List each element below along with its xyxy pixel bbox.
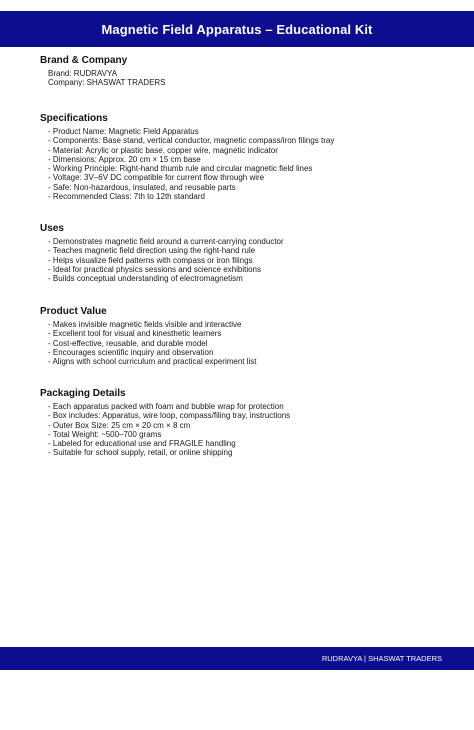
section-packaging: [40, 388, 460, 458]
list-item: - Product Name: Magnetic Field Apparatus: [48, 127, 199, 136]
list-item: - Components: Base stand, vertical conductor, magnetic compass/iron filings tray: [48, 136, 335, 146]
list-item: - Box includes: Apparatus, wire loop, compass/filing tray, instructions: [48, 411, 291, 421]
list-item: - Dimensions: Approx. 20 cm × 15 cm base: [48, 154, 201, 164]
section-title-specifications: Specifications: [40, 113, 108, 124]
list-item: - Encourages scientific inquiry and observation: [48, 347, 214, 357]
section-title-brand: Brand & Company: [40, 55, 128, 66]
list-item: - Outer Box Size: 25 cm × 20 cm × 8 cm: [48, 420, 191, 430]
section-title-packaging: Packaging Details: [40, 388, 126, 399]
section-specifications: [40, 113, 460, 223]
brand-lines: [48, 69, 460, 88]
list-item: - Teaches magnetic field direction using the right-hand rule: [48, 246, 256, 256]
footer-band: [0, 647, 474, 670]
list-item: - Helps visualize field patterns with compass or iron filings: [48, 255, 253, 265]
list-item: - Excellent tool for visual and kinesthetic learners: [48, 329, 222, 339]
list-item: - Each apparatus packed with foam and bubble wrap for protection: [48, 402, 284, 411]
list-item: - Makes invisible magnetic fields visible and interactive: [48, 320, 242, 329]
list-item: - Material: Acrylic or plastic base, copper wire, magnetic indicator: [48, 145, 278, 155]
list-item: - Builds conceptual understanding of electromagnetism: [48, 274, 243, 284]
list-item: - Aligns with school curriculum and practical experiment list: [48, 357, 257, 367]
specifications-list: [48, 127, 460, 201]
footer-text: RUDRAVYA | SHASWAT TRADERS: [321, 654, 442, 663]
header-band: [0, 11, 474, 47]
section-title-product-value: Product Value: [40, 306, 107, 317]
company-line: Company: SHASWAT TRADERS: [48, 78, 166, 88]
document-body: [40, 55, 460, 458]
list-item: - Suitable for school supply, retail, or online shipping: [48, 448, 233, 458]
packaging-list: [48, 402, 460, 458]
page-title: Magnetic Field Apparatus – Educational Kit: [101, 21, 373, 37]
section-title-uses: Uses: [40, 223, 64, 234]
list-item: - Safe: Non-hazardous, insulated, and reusable parts: [48, 182, 236, 192]
product-value-list: [48, 320, 460, 366]
list-item: - Working Principle: Right-hand thumb rule and circular magnetic field lines: [48, 164, 313, 174]
section-uses: [40, 223, 460, 306]
list-item: - Demonstrates magnetic field around a current-carrying conductor: [48, 237, 284, 246]
uses-list: [48, 237, 460, 283]
list-item: - Voltage: 3V–6V DC compatible for current flow through wire: [48, 173, 265, 183]
brand-line: Brand: RUDRAVYA: [48, 69, 118, 78]
list-item: - Labeled for educational use and FRAGILE handling: [48, 439, 236, 449]
section-brand: [40, 55, 460, 113]
list-item: - Cost-effective, reusable, and durable model: [48, 338, 208, 348]
list-item: - Total Weight: ~500–700 grams: [48, 429, 162, 439]
section-product-value: [40, 306, 460, 388]
list-item: - Recommended Class: 7th to 12th standard: [48, 192, 205, 202]
list-item: - Ideal for practical physics sessions and science exhibitions: [48, 264, 261, 274]
